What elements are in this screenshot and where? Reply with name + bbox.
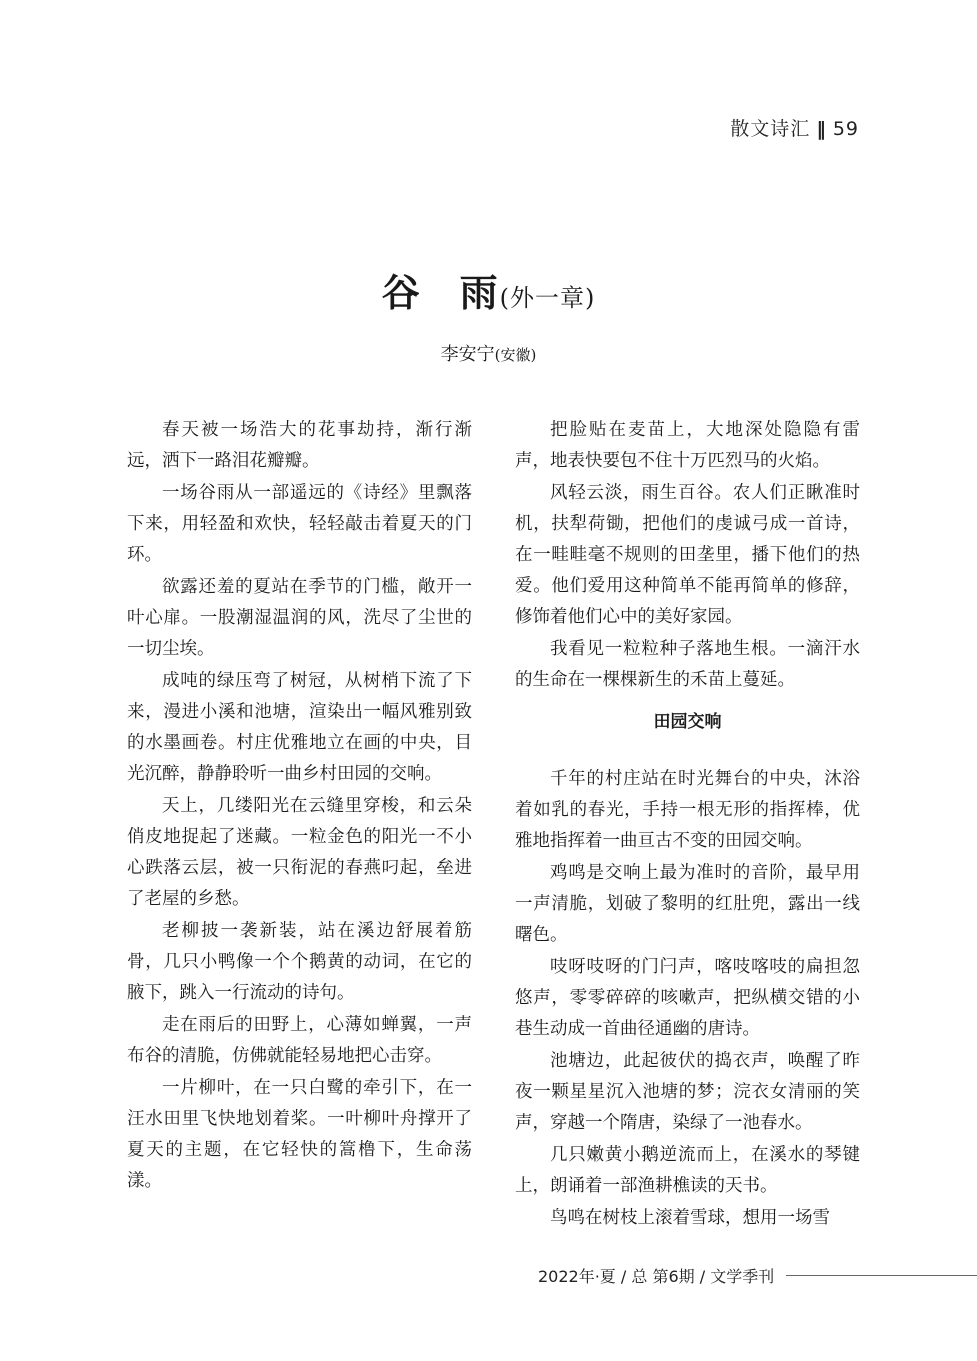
- author-name: 李安宁: [440, 344, 495, 365]
- paragraph: 一场谷雨从一部遥远的《诗经》里飘落下来，用轻盈和欢快，轻轻敲击着夏天的门环。: [127, 483, 472, 565]
- paragraph: 把脸贴在麦苗上，大地深处隐隐有雷声，地表快要包不住十万匹烈马的火焰。: [515, 420, 860, 471]
- paragraph: 欲露还羞的夏站在季节的门槛，敞开一叶心扉。一股潮湿温润的风，洗尽了尘世的一切尘埃。: [127, 577, 472, 659]
- paragraph: 鸡鸣是交响上最为准时的音阶，最早用一声清脆，划破了黎明的红肚兜，露出一线曙色。: [515, 863, 860, 945]
- paragraph: 几只嫩黄小鹅逆流而上，在溪水的琴键上，朗诵着一部渔耕樵读的天书。: [515, 1145, 860, 1196]
- paragraph: 老柳披一袭新装，站在溪边舒展着筋骨，几只小鸭像一个个鹅黄的动词，在它的腋下，跳入一行流动的诗句。: [127, 921, 472, 1003]
- footer-rule: [786, 1275, 977, 1276]
- paragraph: 成吨的绿压弯了树冠，从树梢下流了下来，漫进小溪和池塘，渲染出一幅风雅别致的水墨画卷。村庄优雅地立在画的中央，目光沉醉，静静聆听一曲乡村田园的交响。: [127, 671, 472, 784]
- paragraph: 吱呀吱呀的门闩声，喀吱喀吱的扁担忽悠声，零零碎碎的咳嗽声，把纵横交错的小巷生动成一首曲径通幽的唐诗。: [515, 957, 860, 1039]
- section-name: 散文诗汇: [730, 118, 811, 140]
- paragraph: 风轻云淡，雨生百谷。农人们正瞅准时机，扶犁荷锄，把他们的虔诚弓成一首诗，在一畦畦毫不规则的田垄里，播下他们的热爱。他们爱用这种简单不能再简单的修辞，修饰着他们心中的美好家园。: [515, 483, 860, 627]
- page-number: 59: [832, 118, 859, 140]
- paragraph: 鸟鸣在树枝上滚着雪球，想用一场雪: [550, 1208, 830, 1228]
- article-subtitle: (外一章): [499, 284, 596, 312]
- left-column: [127, 415, 472, 1198]
- article-title-block: [0, 262, 977, 317]
- article-title: [382, 270, 500, 315]
- paragraph: 春天被一场浩大的花事劫持，渐行渐远，洒下一路泪花瓣瓣。: [127, 420, 472, 471]
- running-footer: [538, 1264, 977, 1287]
- right-column: [515, 415, 860, 1235]
- running-header: [730, 114, 859, 141]
- author-location: (安徽): [494, 346, 537, 364]
- paragraph: 天上，几缕阳光在云缝里穿梭，和云朵俏皮地捉起了迷藏。一粒金色的阳光一不小心跌落云层，被一只衔泥的春燕叼起，垒进了老屋的乡愁。: [127, 796, 472, 909]
- paragraph: 千年的村庄站在时光舞台的中央，沐浴着如乳的春光，手持一根无形的指挥棒，优雅地指挥着一曲亘古不变的田园交响。: [515, 769, 860, 851]
- author-line: [0, 340, 977, 366]
- paragraph: 走在雨后的田野上，心薄如蝉翼，一声布谷的清脆，仿佛就能轻易地把心击穿。: [127, 1015, 472, 1066]
- paragraph: 池塘边，此起彼伏的捣衣声，唤醒了昨夜一颗星星沉入池塘的梦；浣衣女清丽的笑声，穿越一个隋唐，染绿了一池春水。: [515, 1051, 860, 1133]
- paragraph: 一片柳叶，在一只白鹭的牵引下，在一汪水田里飞快地划着桨。一叶柳叶舟撑开了夏天的主题，在它轻快的篙橹下，生命荡漾。: [127, 1078, 472, 1191]
- title-char-2: 雨: [459, 270, 500, 315]
- header-separator: ‖: [816, 118, 827, 140]
- title-char-1: 谷: [381, 270, 422, 315]
- section-heading: 田园交响: [653, 712, 722, 732]
- paragraph: 我看见一粒粒种子落地生根。一滴汗水的生命在一棵棵新生的禾苗上蔓延。: [515, 639, 860, 690]
- footer-issue-info: 2022年·夏 / 总 第6期 / 文学季刊: [538, 1267, 775, 1286]
